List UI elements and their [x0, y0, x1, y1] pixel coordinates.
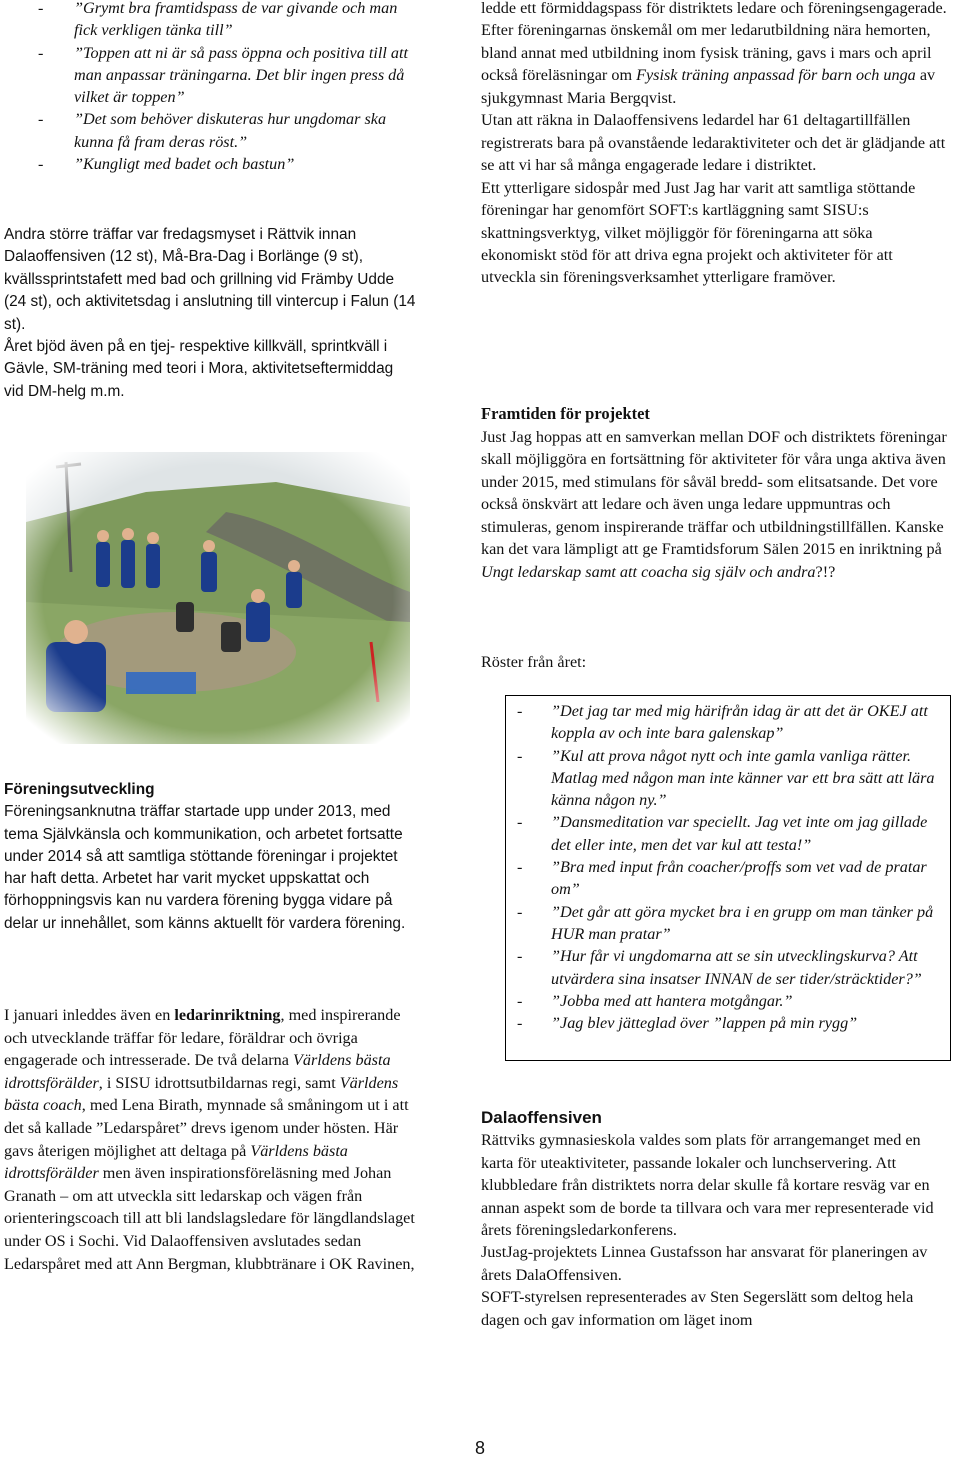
quote-item: - ”Grymt bra framtidspass de var givande och man fick verkligen tänka till”	[38, 0, 398, 40]
paragraph: Ett ytterligare sidospår med Just Jag har varit att samtliga stöttande föreningar har genomfört SOFT:s kartläggning samt SISU:s skattningsverktyg, vilket möjliggör för föreningarna att söka ekonomiskt stöd för att driva egna projekt och aktiviteter för att utveckla sin föreningsverksamhet ytterligare framöver.	[481, 178, 916, 287]
quote-item: - ”Det som behöver diskuteras hur ungdomar ska kunna få fram deras röst.”	[38, 110, 387, 151]
quote-text: ”Dansmeditation var speciellt. Jag vet inte om jag gillade det eller inte, men det var kul att testa!”	[551, 813, 928, 854]
section-heading: Framtiden för projektet	[481, 404, 650, 423]
forening-section	[4, 779, 416, 935]
section-heading: Dalaoffensiven	[481, 1108, 602, 1127]
dala-section	[481, 1107, 947, 1331]
paragraph: Året bjöd även på en tjej- respektive killkväll, sprintkväll i Gävle, SM-träning med teori i Mora, aktivitetseftermiddag vid DM-helg m.m.	[4, 338, 394, 400]
box-quote-item: - ”Det jag tar med mig härifrån idag är att det är OKEJ att koppla av och inte bara galenskap”	[517, 702, 928, 743]
paragraph: Utan att räkna in Dalaoffensivens ledardel har 61 deltagartillfällen registrerats bara på ovanstående ledaraktiviteter och det är glädjande att se att vi har så många engagerade ledare i distriktet.	[481, 111, 946, 175]
paragraph: Föreningsanknutna träffar startade upp under 2013, med tema Självkänsla och kommunikation, och arbetet fortsatte under 2014 så att samtliga stöttande föreningar i projektet har haft detta. Arbetet har varit mycket uppskattat och förhoppningsvis kan nu vardera förening bygga vidare på delar ur innehållet, som känns aktuellt för vardera förening.	[4, 803, 406, 932]
paragraph: ledde ett förmiddagspass för distriktets ledare och föreningsengagerade.	[481, 0, 947, 17]
group-photo	[26, 452, 410, 744]
quote-text: ”Kungligt med badet och bastun”	[74, 155, 295, 174]
quote-text: ”Bra med input från coacher/proffs som vet vad de pratar om”	[551, 858, 927, 899]
quote-text: ”Det jag tar med mig härifrån idag är att det är OKEJ att koppla av och inte bara galenskap”	[551, 702, 928, 743]
quote-text: ”Kul att prova något nytt och inte gamla vanliga rätter. Matlag med någon man inte känner var ett bra sätt att lära känna någon ny.”	[551, 746, 935, 810]
quote-text: ”Jobba med att hantera motgångar.”	[551, 991, 793, 1010]
paragraph: Efter föreningarnas önskemål om mer ledarutbildning nära hemorten, bland annat med utbildning inom fysisk träning, gavs i mars och april också föreläsningar om Fysisk träning anpassad för barn och unga av sjukgymnast Maria Bergqvist.	[481, 21, 936, 107]
paragraph: JustJag-projektets Linnea Gustafsson har ansvarat för planeringen av årets DalaOffensiven.	[481, 1243, 928, 1284]
quote-item: - ”Kungligt med badet och bastun”	[38, 155, 295, 174]
quote-text: ”Hur får vi ungdomarna att se sin utvecklingskurva? Att utvärdera sina insatser INNAN de ser tider/sträcktider?”	[551, 947, 922, 988]
page-number: 8	[474, 1438, 485, 1458]
paragraph: Rättviks gymnasieskola valdes som plats för arrangemanget med en karta för uteaktiviteter, passande lokaler och lunchservering. Att klubbledare från distriktets norra delar skulle få kortare resväg var en annan aspekt som de borde ta tillvara och vara mer representerade vid årets föreningsledarkonferens.	[481, 1131, 934, 1240]
box-quote-item: - ”Det går att göra mycket bra i en grupp om man tänker på HUR man pratar”	[517, 902, 934, 943]
photo-illustration	[26, 452, 410, 744]
quote-item: - ”Toppen att ni är så pass öppna och positiva till att man anpassar träningarna. Det blir ingen press då vilket är toppen”	[38, 43, 408, 107]
section-heading: Föreningsutveckling	[4, 781, 155, 798]
left-quote-list	[4, 0, 416, 175]
right-top-text	[481, 0, 947, 289]
box-quote-item: - ”Bra med input från coacher/proffs som vet vad de pratar om”	[517, 858, 927, 899]
box-quote-item: - ”Dansmeditation var speciellt. Jag vet inte om jag gillade det eller inte, men det var kul att testa!”	[517, 813, 928, 854]
paragraph: SOFT-styrelsen representerades av Sten Segerslätt som deltog hela dagen och gav information om läget inom	[481, 1288, 914, 1329]
paragraph: I januari inleddes även en ledarinriktning, med inspirerande och utvecklande träffar för ledare, föräldrar och övriga engagerade och intresserade. De två delarna Världens bästa idrottsförälder, i SISU idrottsutbildarnas regi, samt Världens bästa coach, med Lena Birath, mynnade så småningom ut i att det så kallade ”Ledarspåret” drevs igenom under hösten. Här gavs återigen möjlighet att deltaga på Världens bästa idrottsförälder men även inspirationsföreläsning med Johan Granath – om att utveckla sitt ledarskap och vägen från orienteringscoach till att bli landslagsledare för längdlandslaget under OS i Sochi. Vid Dalaoffensiven avslutades sedan Ledarspåret med att Ann Bergman, klubbtränare i OK Ravinen,	[4, 1006, 415, 1273]
roster-label: Röster från året:	[481, 653, 587, 671]
quote-text: ”Grymt bra framtidspass de var givande och man fick verkligen tänka till”	[74, 0, 398, 40]
paragraph: Andra större träffar var fredagsmyset i Rättvik innan Dalaoffensiven (12 st), Må-Bra-Dag i Borlänge (9 st), kvällssprintstafett med bad och grillning vid Främby Udde (24 st), och aktivitetsdag i anslutning till vintercup i Falun (14 st).	[4, 226, 416, 333]
paragraph: Just Jag hoppas att en samverkan mellan DOF och distriktets föreningar skall möjliggöra en fortsättning för aktiviteter för våra unga aktiva även under 2015, med stimulans för såväl bredd- som elitsatsande. Det vore också önskvärt att ledare och även unga ledare uppmuntras och stimuleras, genom inspirerande träffar och utbildningstillfällen. Kanske kan det vara lämpligt att ge Framtidsforum Sälen 2015 en inriktning på Ungt ledarskap samt att coacha sig själv och andra?!?	[481, 427, 947, 581]
quote-box	[505, 695, 951, 1061]
box-quote-item: - ”Hur får vi ungdomarna att se sin utvecklingskurva? Att utvärdera sina insatser INNAN de ser tider/sträcktider?”	[517, 947, 922, 988]
ledarinriktning-text	[4, 1004, 416, 1275]
quote-text: ”Jag blev jätteglad över ”lappen på min rygg”	[551, 1014, 858, 1033]
framtid-section	[481, 403, 947, 583]
quote-text: ”Det går att göra mycket bra i en grupp om man tänker på HUR man pratar”	[551, 902, 934, 943]
box-quote-item: - ”Jobba med att hantera motgångar.”	[517, 991, 793, 1010]
box-quote-item: - ”Kul att prova något nytt och inte gamla vanliga rätter. Matlag med någon man inte känner var ett bra sätt att lära känna någon ny.”	[517, 746, 935, 810]
left-activities-text	[4, 224, 416, 403]
quote-text: ”Toppen att ni är så pass öppna och positiva till att man anpassar träningarna. Det blir ingen press då vilket är toppen”	[74, 43, 408, 107]
box-quote-item: - ”Jag blev jätteglad över ”lappen på min rygg”	[517, 1014, 858, 1033]
quote-text: ”Det som behöver diskuteras hur ungdomar ska kunna få fram deras röst.”	[74, 110, 387, 151]
